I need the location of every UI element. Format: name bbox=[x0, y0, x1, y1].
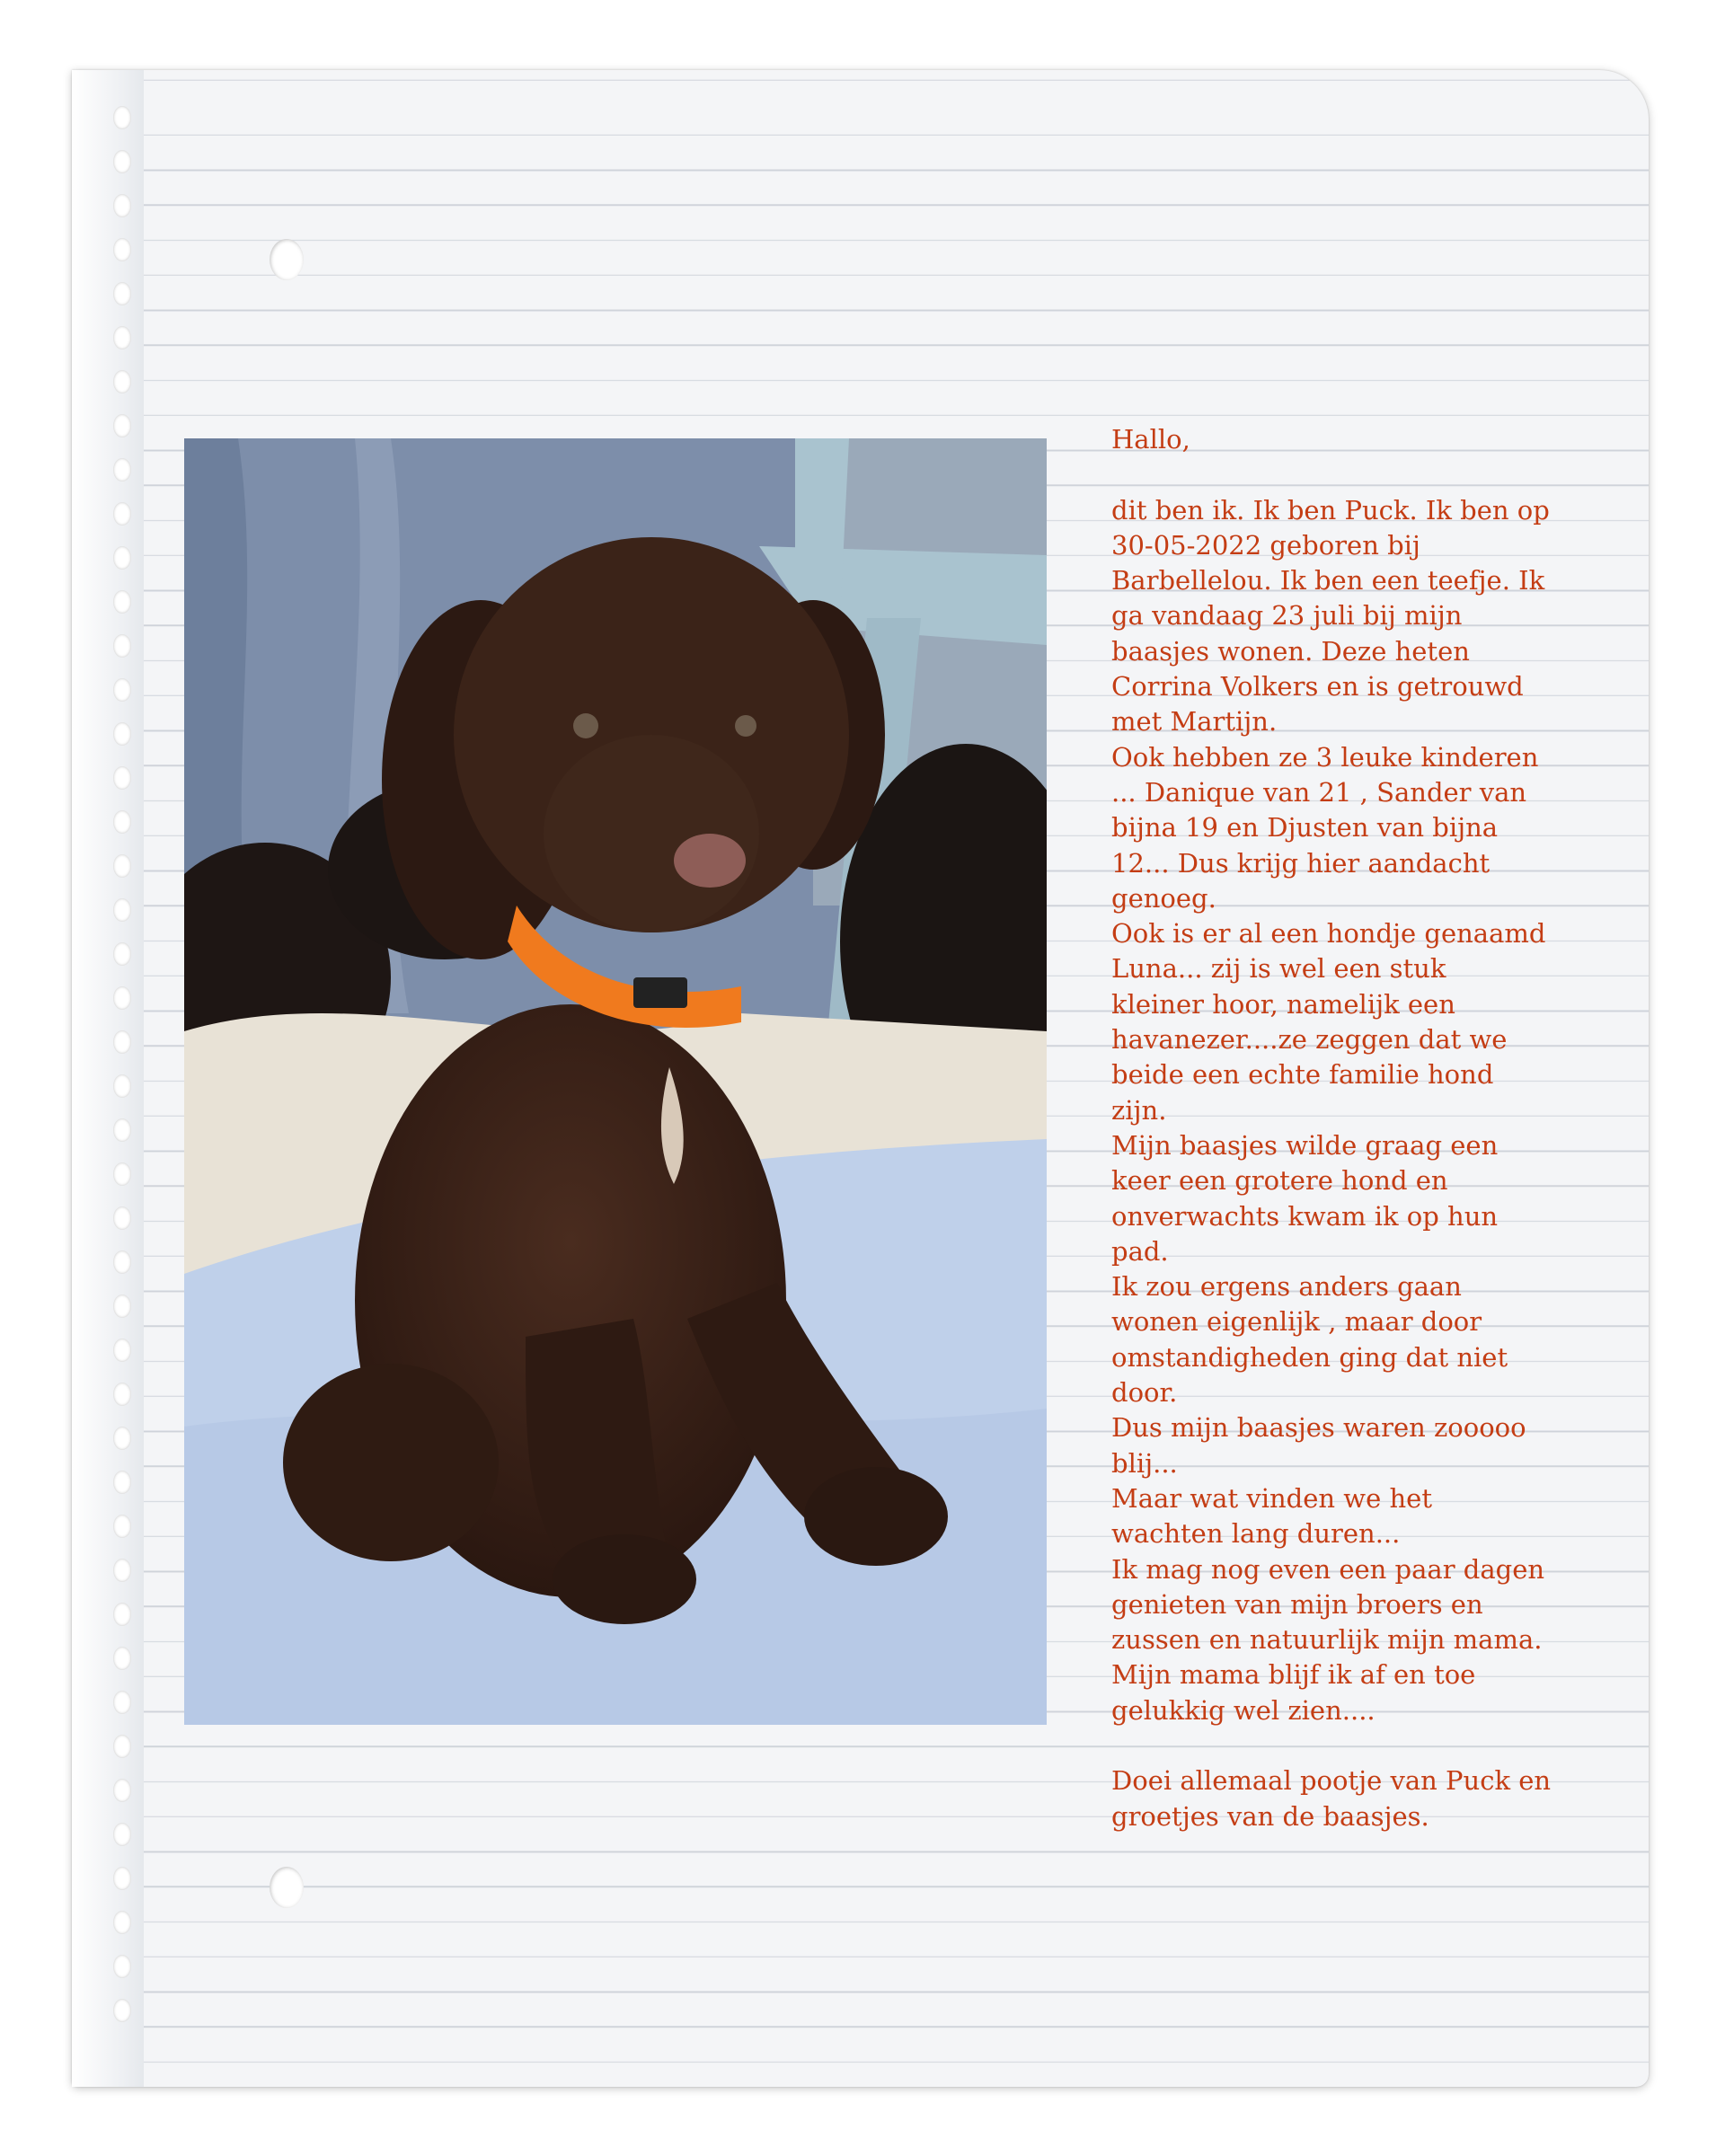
letter-line: baasjes wonen. Deze heten bbox=[1111, 635, 1470, 667]
letter-line: Ook is er al een hondje genaamd bbox=[1111, 918, 1546, 950]
spiral-hole bbox=[113, 1955, 131, 1978]
spiral-hole bbox=[113, 1030, 131, 1054]
spiral-hole bbox=[113, 282, 131, 305]
puppy-muzzle bbox=[544, 735, 759, 932]
spiral-hole bbox=[113, 678, 131, 702]
letter-line: pad. bbox=[1111, 1235, 1169, 1267]
letter-line bbox=[1111, 457, 1561, 492]
spiral-hole bbox=[113, 326, 131, 349]
letter-line: 12... Dus krijg hier aandacht bbox=[1111, 847, 1491, 879]
spiral-hole bbox=[113, 194, 131, 217]
letter-line: door. bbox=[1111, 1377, 1178, 1409]
letter-line: Luna... zij is wel een stuk bbox=[1111, 953, 1446, 985]
letter-line: ga vandaag 23 juli bij mijn bbox=[1111, 600, 1463, 632]
spiral-hole bbox=[113, 502, 131, 526]
spiral-hole bbox=[113, 1339, 131, 1362]
letter-line: wachten lang duren... bbox=[1111, 1518, 1401, 1550]
puppy-eye bbox=[735, 715, 756, 737]
spiral-hole bbox=[113, 1735, 131, 1758]
spiral-hole bbox=[113, 1206, 131, 1230]
spiral-hole bbox=[113, 1250, 131, 1274]
letter-line: met Martijn. bbox=[1111, 706, 1278, 738]
spiral-hole bbox=[113, 898, 131, 922]
letter-line: Ik zou ergens anders gaan bbox=[1111, 1271, 1462, 1303]
spiral-hole bbox=[113, 1999, 131, 2022]
torn-spiral-edge bbox=[72, 70, 144, 2087]
spiral-hole bbox=[113, 1647, 131, 1670]
spiral-hole bbox=[113, 238, 131, 261]
spiral-hole bbox=[113, 1118, 131, 1142]
spiral-hole bbox=[113, 546, 131, 570]
letter-line: Ik mag nog even een paar dagen bbox=[1111, 1553, 1545, 1585]
letter-line: Barbellelou. Ik ben een teefje. Ik bbox=[1111, 565, 1545, 596]
letter-line: havanezer....ze zeggen dat we bbox=[1111, 1024, 1508, 1056]
letter-line: Hallo, bbox=[1111, 424, 1190, 455]
letter-line: genoeg. bbox=[1111, 882, 1216, 914]
letter-line: blij... bbox=[1111, 1447, 1178, 1479]
puppy-leg bbox=[283, 1364, 499, 1561]
letter-line: dit ben ik. Ik ben Puck. Ik ben op bbox=[1111, 494, 1550, 526]
letter-line: zijn. bbox=[1111, 1094, 1167, 1126]
spiral-hole bbox=[113, 766, 131, 790]
letter-line: Dus mijn baasjes waren zooooo bbox=[1111, 1412, 1526, 1444]
spiral-hole bbox=[113, 854, 131, 878]
spiral-hole bbox=[113, 1691, 131, 1714]
spiral-hole bbox=[113, 106, 131, 129]
punch-hole-bottom bbox=[270, 1867, 304, 1908]
letter-line: zussen en natuurlijk mijn mama. bbox=[1111, 1624, 1543, 1656]
spiral-hole bbox=[113, 986, 131, 1010]
spiral-hole bbox=[113, 414, 131, 437]
spiral-hole bbox=[113, 1427, 131, 1450]
collar-buckle bbox=[633, 977, 687, 1008]
letter-line: Mijn baasjes wilde graag een bbox=[1111, 1129, 1499, 1161]
puppy-photo-illustration bbox=[184, 438, 1047, 1725]
spiral-hole bbox=[113, 458, 131, 482]
spiral-hole bbox=[113, 150, 131, 173]
spiral-hole bbox=[113, 1294, 131, 1318]
spiral-hole bbox=[113, 722, 131, 746]
spiral-hole bbox=[113, 1074, 131, 1098]
spiral-hole bbox=[113, 1779, 131, 1802]
letter-line: Mijn mama blijf ik af en toe bbox=[1111, 1659, 1476, 1691]
spiral-hole bbox=[113, 1823, 131, 1846]
letter-line: gelukkig wel zien.... bbox=[1111, 1694, 1376, 1726]
spiral-hole bbox=[113, 1471, 131, 1494]
letter-line: beide een echte familie hond bbox=[1111, 1059, 1494, 1091]
letter-line: bijna 19 en Djusten van bijna bbox=[1111, 812, 1499, 844]
spiral-hole bbox=[113, 1559, 131, 1582]
spiral-hole bbox=[113, 810, 131, 834]
letter-text bbox=[1111, 422, 1561, 1834]
puppy-photo bbox=[184, 438, 1047, 1725]
letter-line: Maar wat vinden we het bbox=[1111, 1482, 1432, 1514]
punch-hole-top bbox=[270, 239, 304, 280]
letter-line: omstandigheden ging dat niet bbox=[1111, 1341, 1508, 1373]
puppy-nose bbox=[674, 834, 746, 888]
letter-line: genieten van mijn broers en bbox=[1111, 1588, 1483, 1620]
spiral-hole bbox=[113, 1515, 131, 1538]
puppy-paw bbox=[804, 1467, 948, 1566]
letter-line: 30-05-2022 geboren bij bbox=[1111, 529, 1420, 561]
letter-line: onverwachts kwam ik op hun bbox=[1111, 1200, 1499, 1232]
puppy-eye bbox=[573, 713, 598, 738]
letter-line: wonen eigenlijk , maar door bbox=[1111, 1306, 1482, 1338]
spiral-hole bbox=[113, 1911, 131, 1934]
spiral-hole bbox=[113, 1867, 131, 1890]
spiral-hole bbox=[113, 590, 131, 614]
letter-line: kleiner hoor, namelijk een bbox=[1111, 988, 1455, 1020]
letter-line: Doei allemaal pootje van Puck en bbox=[1111, 1765, 1552, 1797]
letter-line: Ook hebben ze 3 leuke kinderen bbox=[1111, 741, 1539, 773]
spiral-hole bbox=[113, 1603, 131, 1626]
spiral-hole bbox=[113, 1162, 131, 1186]
chair-post bbox=[795, 438, 849, 618]
puppy-paw bbox=[553, 1534, 696, 1624]
letter-line: groetjes van de baasjes. bbox=[1111, 1800, 1429, 1832]
letter-line: keer een grotere hond en bbox=[1111, 1165, 1448, 1197]
spiral-hole bbox=[113, 942, 131, 966]
letter-line bbox=[1111, 1728, 1561, 1763]
spiral-hole bbox=[113, 634, 131, 658]
letter-line: ... Danique van 21 , Sander van bbox=[1111, 776, 1527, 808]
spiral-hole bbox=[113, 1383, 131, 1406]
letter-line: Corrina Volkers en is getrouwd bbox=[1111, 671, 1524, 702]
spiral-hole bbox=[113, 370, 131, 393]
